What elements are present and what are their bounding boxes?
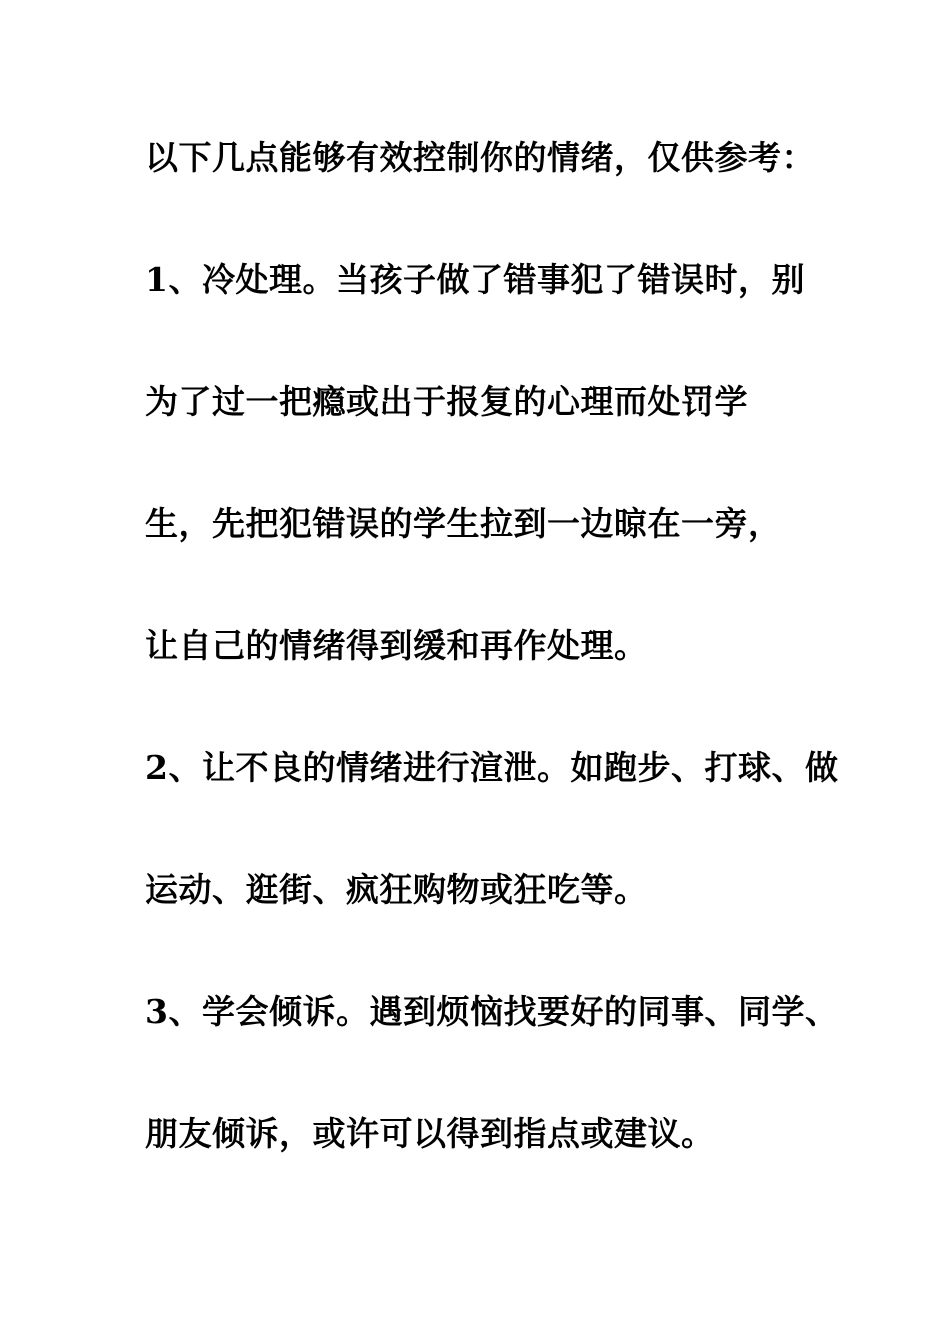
document-line-tip2-b: 运动、逛街、疯狂购物或狂吃等。 — [145, 870, 648, 909]
document-line-tip1-b: 为了过一把瘾或出于报复的心理而处罚学 — [145, 382, 748, 421]
document-line-intro: 以下几点能够有效控制你的情绪，仅供参考： — [145, 138, 815, 177]
document-body — [145, 128, 839, 1226]
document-line-tip3-b: 朋友倾诉，或许可以得到指点或建议。 — [145, 1114, 715, 1153]
document-line-tip1-c: 生，先把犯错误的学生拉到一边晾在一旁， — [145, 504, 782, 543]
document-line-tip1-a: 1、冷处理。当孩子做了错事犯了错误时，别 — [145, 260, 805, 299]
document-line-tip1-d: 让自己的情绪得到缓和再作处理。 — [145, 626, 648, 665]
document-line-tip3-a: 3、学会倾诉。遇到烦恼找要好的同事、同学、 — [145, 992, 839, 1031]
document-line-tip2-a: 2、让不良的情绪进行渲泄。如跑步、打球、做 — [145, 748, 839, 787]
